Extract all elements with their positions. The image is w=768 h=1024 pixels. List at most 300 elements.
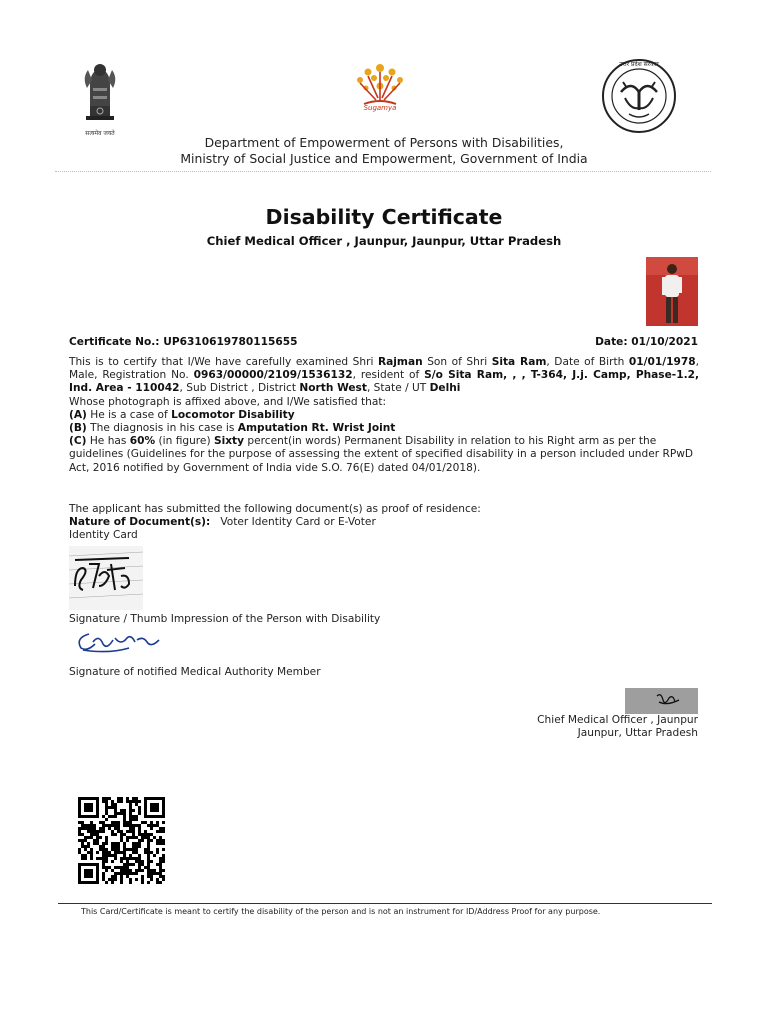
qr-module: [117, 800, 120, 803]
cmo-designation: [470, 714, 698, 740]
qr-module: [138, 863, 141, 866]
qr-module: [129, 854, 132, 857]
qr-module: [93, 827, 96, 830]
qr-module: [132, 863, 135, 866]
applicant-name: Rajman: [377, 356, 423, 368]
certification-paragraph: [69, 356, 699, 396]
qr-module: [162, 860, 165, 863]
qr-module: [138, 854, 141, 857]
qr-module: [129, 812, 132, 815]
qr-module: [114, 815, 117, 818]
qr-module: [93, 842, 96, 845]
qr-module: [105, 866, 108, 869]
footer-disclaimer: This Card/Certificate is meant to certify the disability of the person and is not an instrument for ID/Address Proof for any purpose.: [81, 907, 601, 916]
qr-module: [141, 833, 144, 836]
qr-module: [129, 821, 132, 824]
qr-module: [129, 824, 132, 827]
qr-module: [120, 812, 123, 815]
qr-module: [132, 830, 135, 833]
qr-module: [105, 797, 108, 800]
qr-module: [93, 824, 96, 827]
qr-module: [156, 872, 159, 875]
qr-module: [105, 803, 108, 806]
qr-module: [144, 830, 147, 833]
qr-module: [132, 836, 135, 839]
qr-module: [123, 848, 126, 851]
qr-module: [138, 800, 141, 803]
clause-b: [69, 422, 699, 435]
qr-module: [138, 866, 141, 869]
clause-b-text: The diagnosis in his case is: [90, 422, 235, 435]
qr-module: [129, 863, 132, 866]
disability-percent: 60%: [129, 435, 156, 448]
qr-module: [144, 851, 147, 854]
qr-module: [123, 854, 126, 857]
qr-module: [102, 854, 105, 857]
qr-module: [147, 824, 150, 827]
qr-module: [108, 806, 111, 809]
qr-module: [117, 821, 120, 824]
qr-module: [120, 866, 123, 869]
certificate-date-value: 01/10/2021: [631, 336, 698, 348]
qr-module: [120, 809, 123, 812]
qr-module: [117, 866, 120, 869]
qr-module: [81, 854, 84, 857]
qr-module: [162, 869, 165, 872]
qr-module: [138, 839, 141, 842]
qr-module: [114, 842, 117, 845]
qr-module: [102, 830, 105, 833]
qr-module: [123, 824, 126, 827]
qr-module: [147, 842, 150, 845]
qr-module: [123, 869, 126, 872]
qr-module: [138, 857, 141, 860]
qr-module: [102, 815, 105, 818]
qr-module: [123, 815, 126, 818]
qr-module: [147, 836, 150, 839]
qr-module: [87, 842, 90, 845]
qr-module: [120, 839, 123, 842]
nature-of-document-value: Voter Identity Card or E-Voter Identity Card: [69, 516, 376, 541]
qr-module: [132, 842, 135, 845]
qr-module: [117, 824, 120, 827]
qr-module: [117, 842, 120, 845]
qr-module: [120, 833, 123, 836]
qr-module: [147, 875, 150, 878]
qr-module: [120, 869, 123, 872]
qr-module: [96, 830, 99, 833]
qr-module: [129, 809, 132, 812]
qr-module: [162, 821, 165, 824]
cert-text-sub-district: , Sub District , District: [179, 382, 297, 395]
qr-module: [117, 845, 120, 848]
qr-module: [132, 857, 135, 860]
qr-module: [135, 851, 138, 854]
clause-c: [69, 435, 699, 475]
qr-module: [117, 797, 120, 800]
qr-module: [87, 827, 90, 830]
qr-module: [126, 800, 129, 803]
qr-module: [159, 827, 162, 830]
qr-module: [114, 851, 117, 854]
qr-module: [144, 866, 147, 869]
cert-text-gender-reg: , Male, Registration No.: [69, 356, 699, 382]
header-divider: [55, 171, 711, 172]
qr-module: [90, 824, 93, 827]
qr-module: [84, 845, 87, 848]
qr-module: [87, 836, 90, 839]
qr-module: [117, 848, 120, 851]
qr-module: [141, 860, 144, 863]
qr-module: [90, 857, 93, 860]
nature-of-document: [69, 516, 399, 542]
qr-module: [84, 824, 87, 827]
qr-module: [150, 824, 153, 827]
qr-module: [159, 866, 162, 869]
qr-module: [108, 851, 111, 854]
qr-module: [108, 824, 111, 827]
qr-module: [147, 881, 150, 884]
sugamya-logo: [344, 58, 416, 120]
qr-module: [96, 842, 99, 845]
qr-module: [126, 866, 129, 869]
qr-module: [114, 821, 117, 824]
qr-module: [105, 800, 108, 803]
qr-module: [129, 857, 132, 860]
qr-module: [150, 827, 153, 830]
qr-module: [141, 881, 144, 884]
qr-module: [120, 857, 123, 860]
qr-module: [126, 836, 129, 839]
certificate-title: Disability Certificate: [265, 205, 503, 229]
qr-module: [156, 848, 159, 851]
qr-module: [114, 806, 117, 809]
qr-module: [105, 836, 108, 839]
qr-module: [135, 878, 138, 881]
qr-module: [132, 845, 135, 848]
qr-module: [147, 866, 150, 869]
qr-module: [162, 830, 165, 833]
qr-module: [132, 800, 135, 803]
qr-module: [141, 875, 144, 878]
qr-module: [147, 857, 150, 860]
clause-a: [69, 409, 699, 422]
qr-module: [114, 803, 117, 806]
department-line-2: Ministry of Social Justice and Empowerment, Government of India: [180, 151, 588, 166]
certificate-date-label: Date:: [595, 336, 628, 348]
qr-module: [126, 863, 129, 866]
qr-module: [147, 851, 150, 854]
qr-module: [126, 824, 129, 827]
qr-module: [129, 881, 132, 884]
qr-module: [78, 830, 81, 833]
address: S/o Sita Ram, , , T-364, J.j. Camp, Phase-1.2, Ind. Area - 110042: [69, 369, 699, 395]
clause-b-label: (B): [69, 422, 87, 435]
qr-module: [117, 830, 120, 833]
qr-module: [150, 869, 153, 872]
qr-module: [147, 863, 150, 866]
qr-module: [159, 860, 162, 863]
qr-module: [120, 878, 123, 881]
qr-module: [138, 833, 141, 836]
qr-module: [114, 875, 117, 878]
up-seal-text: उत्तर प्रदेश सरकार: [619, 61, 659, 68]
qr-module: [111, 800, 114, 803]
qr-module: [159, 869, 162, 872]
department-line-1: Department of Empowerment of Persons with Disabilities,: [204, 135, 564, 150]
district: North West: [299, 382, 367, 395]
qr-module: [135, 872, 138, 875]
qr-module: [78, 839, 81, 842]
qr-module: [96, 833, 99, 836]
qr-module: [150, 821, 153, 824]
qr-module: [102, 878, 105, 881]
qr-module: [105, 842, 108, 845]
qr-module: [78, 848, 81, 851]
qr-module: [102, 863, 105, 866]
qr-module: [105, 812, 108, 815]
qr-module: [105, 809, 108, 812]
qr-module: [138, 809, 141, 812]
qr-module: [129, 878, 132, 881]
qr-module: [129, 869, 132, 872]
diagnosis: Amputation Rt. Wrist Joint: [237, 422, 396, 435]
qr-module: [117, 851, 120, 854]
qr-module: [81, 857, 84, 860]
qr-module: [111, 848, 114, 851]
sugamya-logo-text: Sugamya: [363, 104, 397, 112]
certificate-date: [592, 336, 698, 349]
qr-module: [111, 833, 114, 836]
qr-module: [135, 848, 138, 851]
qr-module: [90, 821, 93, 824]
qr-module: [102, 827, 105, 830]
qr-finder-pattern: [78, 797, 99, 818]
qr-module: [153, 869, 156, 872]
qr-module: [135, 800, 138, 803]
qr-module: [120, 860, 123, 863]
qr-module: [138, 812, 141, 815]
qr-module: [105, 869, 108, 872]
qr-module: [99, 857, 102, 860]
certificate-number: [69, 336, 298, 349]
qr-module: [99, 821, 102, 824]
qr-module: [126, 875, 129, 878]
qr-module: [129, 800, 132, 803]
qr-module: [99, 836, 102, 839]
qr-module: [129, 830, 132, 833]
qr-module: [123, 818, 126, 821]
qr-module: [159, 863, 162, 866]
clause-a-label: (A): [69, 408, 87, 421]
qr-module: [135, 818, 138, 821]
qr-module: [114, 866, 117, 869]
qr-module: [123, 863, 126, 866]
qr-module: [90, 833, 93, 836]
qr-module: [93, 830, 96, 833]
cert-text-intro: This is to certify that I/We have carefully examined Shri: [69, 356, 374, 368]
qr-module: [99, 830, 102, 833]
qr-module: [108, 797, 111, 800]
qr-module: [105, 851, 108, 854]
photograph-statement: Whose photograph is affixed above, and I/We satisfied that:: [69, 395, 387, 408]
qr-module: [135, 842, 138, 845]
qr-module: [126, 821, 129, 824]
qr-module: [126, 830, 129, 833]
qr-module: [159, 842, 162, 845]
qr-module: [156, 881, 159, 884]
qr-module: [144, 848, 147, 851]
qr-module: [138, 827, 141, 830]
qr-module: [153, 836, 156, 839]
qr-module: [102, 851, 105, 854]
qr-module: [147, 845, 150, 848]
qr-module: [108, 878, 111, 881]
qr-module: [126, 848, 129, 851]
qr-module: [159, 836, 162, 839]
qr-module: [126, 869, 129, 872]
qr-module: [141, 839, 144, 842]
qr-module: [114, 857, 117, 860]
qr-finder-pattern: [144, 797, 165, 818]
qr-module: [102, 824, 105, 827]
qr-module: [114, 824, 117, 827]
qr-module: [102, 848, 105, 851]
qr-module: [111, 803, 114, 806]
qr-module: [81, 845, 84, 848]
qr-module: [105, 857, 108, 860]
qr-module: [105, 848, 108, 851]
qr-module: [81, 827, 84, 830]
qr-module: [159, 839, 162, 842]
qr-module: [111, 845, 114, 848]
qr-module: [99, 827, 102, 830]
qr-module: [162, 848, 165, 851]
qr-module: [108, 827, 111, 830]
qr-module: [123, 866, 126, 869]
qr-module: [111, 854, 114, 857]
qr-module: [111, 842, 114, 845]
qr-module: [90, 836, 93, 839]
qr-module: [159, 881, 162, 884]
qr-module: [150, 833, 153, 836]
qr-module: [132, 833, 135, 836]
qr-module: [144, 821, 147, 824]
qr-module: [120, 881, 123, 884]
qr-module: [156, 842, 159, 845]
emblem-motto: सत्यमेव जयते: [85, 130, 115, 137]
date-of-birth: 01/01/1978: [628, 356, 696, 368]
qr-module: [90, 830, 93, 833]
qr-module: [138, 869, 141, 872]
national-emblem-logo: [78, 58, 122, 137]
qr-module: [135, 815, 138, 818]
department-heading: [60, 135, 708, 167]
qr-module: [123, 809, 126, 812]
qr-module: [78, 827, 81, 830]
qr-module: [114, 878, 117, 881]
verification-qr-code[interactable]: [78, 797, 168, 885]
qr-module: [111, 815, 114, 818]
qr-module: [108, 854, 111, 857]
qr-module: [141, 836, 144, 839]
medical-authority-signature-label: Signature of notified Medical Authority Member: [69, 666, 321, 678]
qr-module: [78, 851, 81, 854]
qr-module: [156, 878, 159, 881]
qr-module: [114, 848, 117, 851]
qr-module: [159, 875, 162, 878]
qr-module: [147, 860, 150, 863]
qr-module: [132, 809, 135, 812]
cmo-signature-image: [625, 688, 698, 714]
qr-module: [105, 839, 108, 842]
qr-module: [108, 815, 111, 818]
residence-proof: [69, 503, 481, 542]
qr-module: [114, 827, 117, 830]
qr-module: [126, 860, 129, 863]
qr-module: [129, 872, 132, 875]
qr-module: [162, 878, 165, 881]
qr-module: [105, 818, 108, 821]
qr-module: [135, 836, 138, 839]
qr-module: [120, 830, 123, 833]
qr-module: [135, 797, 138, 800]
residence-intro: The applicant has submitted the following document(s) as proof of residence:: [69, 503, 481, 515]
certificate-number-label: Certificate No.:: [69, 336, 160, 348]
cert-text-son-of: Son of Shri: [427, 356, 488, 368]
qr-module: [147, 872, 150, 875]
qr-module: [87, 830, 90, 833]
clause-c-text-1: He has: [89, 435, 127, 448]
cmo-line-2: Jaunpur, Uttar Pradesh: [577, 727, 698, 739]
qr-module: [96, 851, 99, 854]
qr-module: [138, 830, 141, 833]
qr-module: [90, 827, 93, 830]
up-government-seal: [601, 58, 677, 134]
qr-module: [153, 872, 156, 875]
qr-module: [96, 836, 99, 839]
qr-module: [150, 872, 153, 875]
footer-divider: [58, 903, 712, 904]
qr-module: [159, 857, 162, 860]
qr-module: [153, 854, 156, 857]
qr-module: [135, 845, 138, 848]
disability-percent-words: Sixty: [213, 435, 245, 448]
applicant-signature-image: [69, 546, 143, 610]
qr-module: [84, 827, 87, 830]
qr-module: [123, 845, 126, 848]
certificate-number-value: UP6310619780115655: [163, 336, 298, 348]
qr-module: [147, 854, 150, 857]
qr-module: [123, 833, 126, 836]
qr-module: [102, 860, 105, 863]
qr-module: [159, 830, 162, 833]
qr-module: [135, 869, 138, 872]
qr-module: [114, 833, 117, 836]
qr-module: [90, 854, 93, 857]
qr-module: [126, 857, 129, 860]
qr-module: [132, 815, 135, 818]
qr-module: [81, 839, 84, 842]
qr-module: [135, 860, 138, 863]
qr-module: [99, 848, 102, 851]
qr-module: [147, 848, 150, 851]
qr-module: [105, 854, 108, 857]
qr-module: [114, 845, 117, 848]
qr-module: [150, 839, 153, 842]
qr-module: [90, 851, 93, 854]
qr-module: [111, 830, 114, 833]
